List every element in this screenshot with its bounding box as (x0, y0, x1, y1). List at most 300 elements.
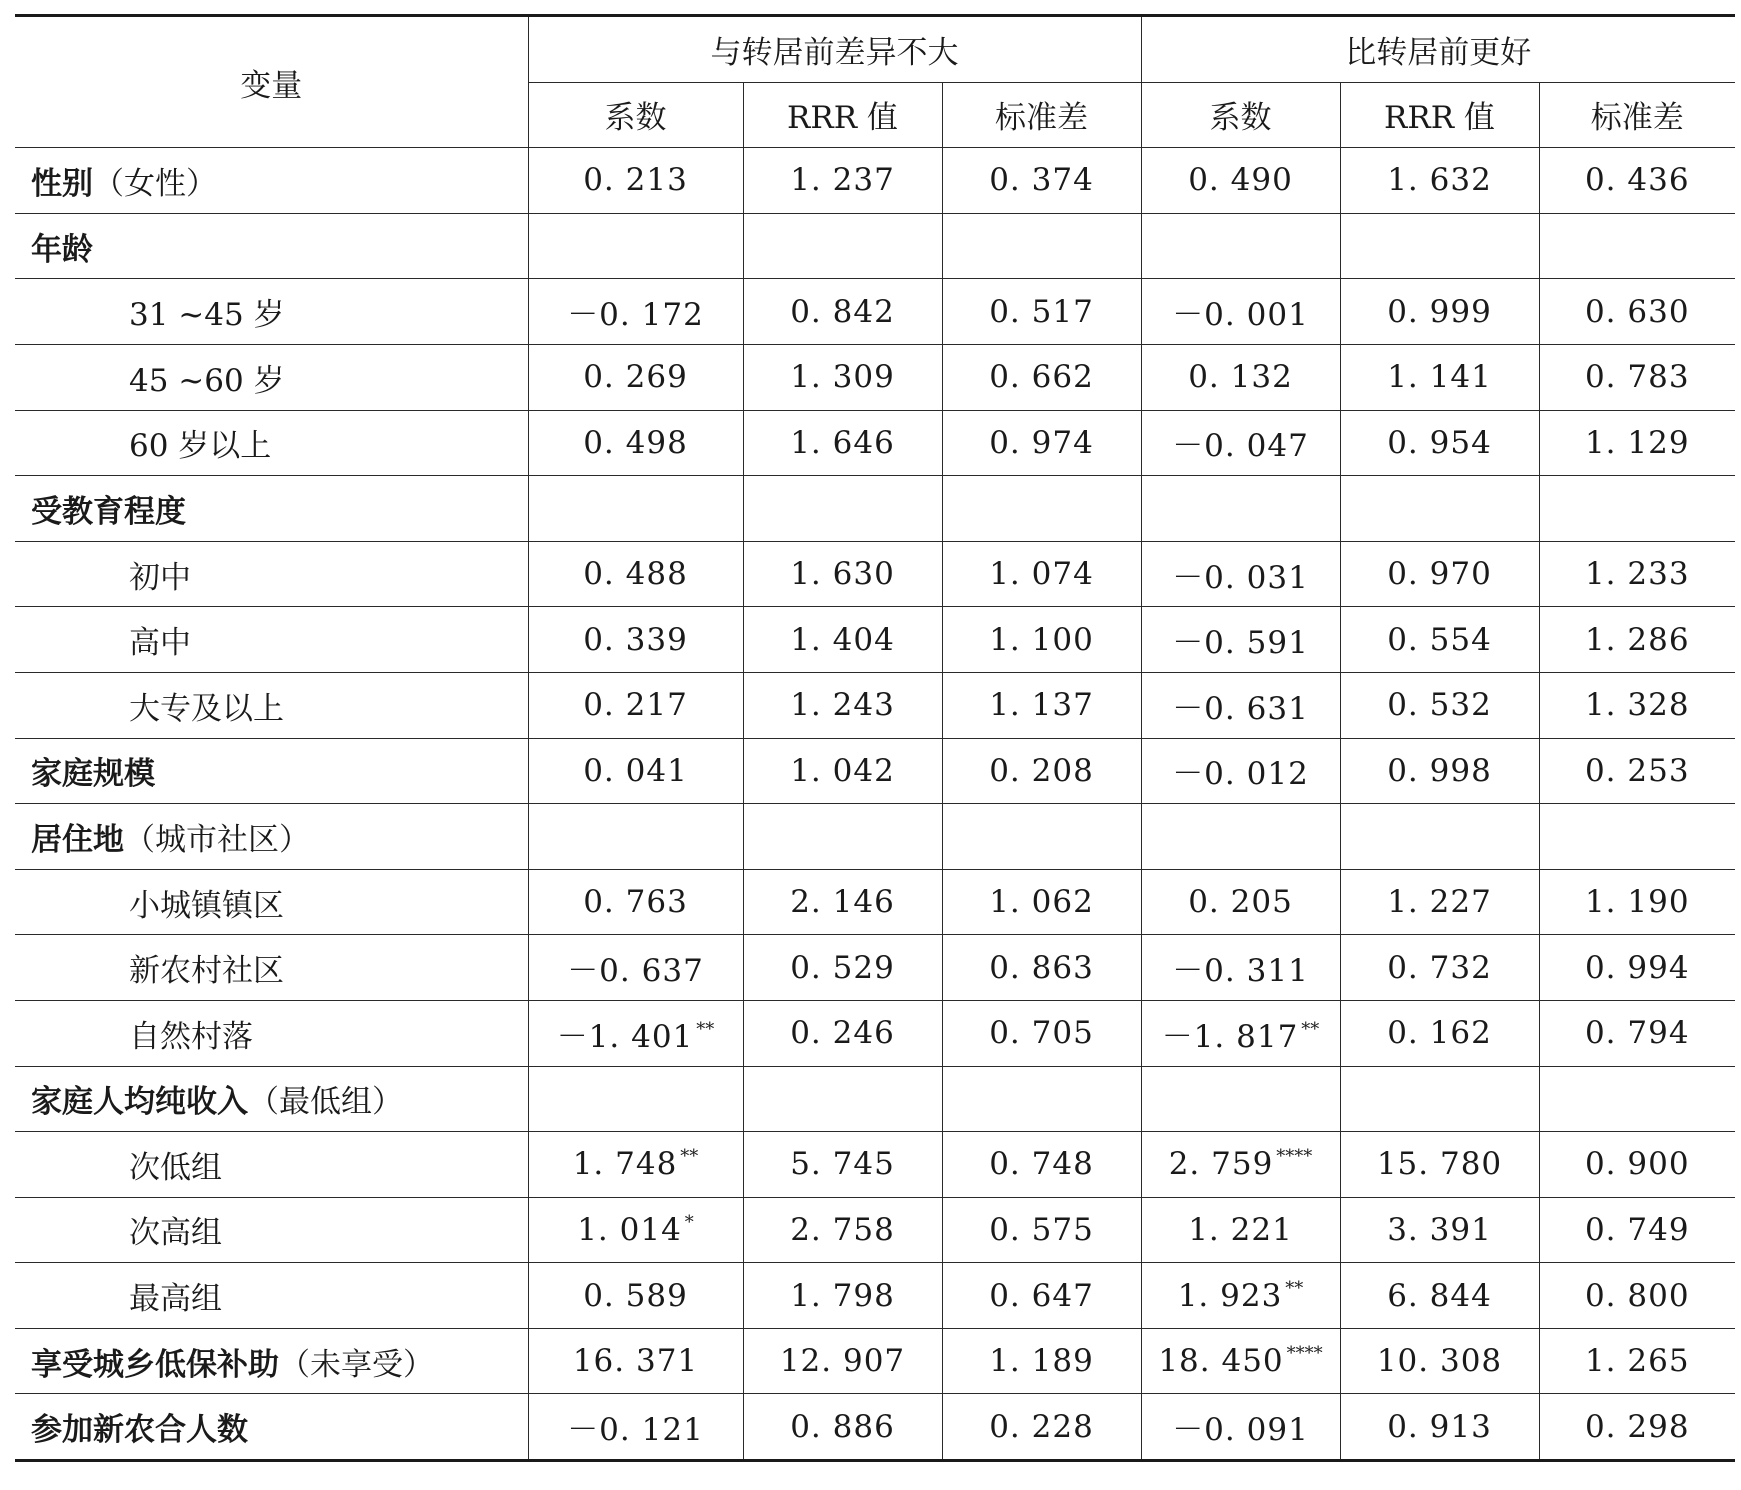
value-cell (743, 1066, 942, 1132)
table-row (15, 672, 1735, 738)
value-cell (1340, 476, 1539, 542)
significance-stars: ** (1301, 1018, 1320, 1040)
value-number: 0. 532 (1387, 687, 1492, 724)
table-row (15, 476, 1735, 542)
value-cell (743, 148, 942, 214)
value-cell (528, 410, 743, 476)
value-number: 0. 253 (1584, 752, 1690, 789)
value-wrapper (1585, 1212, 1690, 1248)
value-wrapper (1188, 1212, 1293, 1248)
value-cell (1539, 804, 1735, 870)
value-wrapper (1585, 687, 1690, 723)
significance-stars: ** (680, 1146, 699, 1168)
table-row (15, 541, 1735, 607)
value-wrapper (1387, 359, 1492, 395)
value-wrapper (1387, 687, 1492, 723)
table-row (15, 804, 1735, 870)
value-cell (743, 607, 942, 673)
value-number: 0. 162 (1387, 1015, 1492, 1052)
header-coef-2: 系数 (1141, 82, 1340, 148)
value-cell (528, 476, 743, 542)
value-cell (1340, 279, 1539, 345)
value-cell (1141, 1132, 1340, 1198)
value-number: 1. 286 (1584, 621, 1690, 658)
value-number: －1. 401 (556, 1018, 694, 1055)
value-cell (528, 672, 743, 738)
value-wrapper (1387, 950, 1492, 986)
variable-name: 初中 (129, 559, 191, 596)
value-number: 1. 265 (1584, 1343, 1690, 1380)
value-cell (1141, 1000, 1340, 1066)
value-cell (942, 607, 1141, 673)
value-number: 18. 450 (1158, 1343, 1284, 1380)
value-wrapper (1585, 1146, 1690, 1182)
value-cell (942, 738, 1141, 804)
significance-stars: **** (1276, 1146, 1313, 1168)
value-cell (528, 279, 743, 345)
value-cell (1340, 804, 1539, 870)
value-cell (942, 1263, 1141, 1329)
value-wrapper (989, 950, 1094, 986)
header-variable: 变量 (15, 16, 528, 148)
value-cell (942, 869, 1141, 935)
table-row (15, 1132, 1735, 1198)
value-wrapper (790, 162, 895, 198)
value-cell (743, 1263, 942, 1329)
value-cell (528, 1197, 743, 1263)
value-number: 1. 074 (989, 556, 1094, 593)
value-wrapper (989, 1146, 1094, 1182)
value-cell (942, 1132, 1141, 1198)
value-cell (1340, 869, 1539, 935)
value-wrapper (1377, 1146, 1502, 1182)
value-number: 2. 759 (1168, 1146, 1274, 1183)
table-row (15, 410, 1735, 476)
value-number: 0. 732 (1387, 949, 1492, 986)
value-cell (1141, 1066, 1340, 1132)
value-number: 0. 974 (989, 424, 1094, 461)
header-group-better: 比转居前更好 (1141, 16, 1735, 83)
regression-table (15, 14, 1735, 1462)
table-row (15, 1394, 1735, 1461)
value-number: 1. 923 (1177, 1277, 1283, 1314)
value-number: 0. 208 (989, 752, 1094, 789)
row-variable-label (15, 1328, 528, 1394)
value-cell (1141, 476, 1340, 542)
header-row-groups (15, 16, 1735, 83)
value-number: 0. 436 (1584, 162, 1690, 199)
value-number: 0. 783 (1584, 359, 1690, 396)
value-wrapper (1377, 1343, 1502, 1379)
value-cell (942, 935, 1141, 1001)
value-wrapper (790, 1409, 895, 1445)
value-cell (1141, 148, 1340, 214)
value-wrapper (989, 753, 1094, 789)
value-wrapper (1585, 425, 1690, 461)
value-wrapper (1387, 294, 1492, 330)
value-wrapper (583, 359, 688, 395)
value-number: 0. 228 (989, 1408, 1094, 1445)
value-number: 1. 748 (572, 1146, 678, 1183)
value-cell (528, 1394, 743, 1461)
table-row (15, 213, 1735, 279)
value-wrapper (989, 359, 1094, 395)
value-cell (528, 148, 743, 214)
value-cell (1141, 213, 1340, 279)
value-cell (942, 541, 1141, 607)
value-number: 1. 190 (1584, 884, 1690, 921)
variable-name: 小城镇镇区 (129, 887, 284, 924)
value-number: 1. 137 (989, 687, 1094, 724)
value-cell (1340, 1263, 1539, 1329)
value-wrapper (583, 1278, 688, 1314)
value-cell (942, 1394, 1141, 1461)
value-wrapper (573, 1343, 698, 1379)
value-cell (743, 738, 942, 804)
value-cell (743, 1328, 942, 1394)
row-variable-label (15, 541, 528, 607)
header-coef-1: 系数 (528, 82, 743, 148)
value-number: 2. 758 (790, 1211, 895, 1248)
value-wrapper (1585, 884, 1690, 920)
value-wrapper (790, 687, 895, 723)
variable-reference-group: （女性） (93, 165, 217, 202)
header-se-2: 标准差 (1539, 82, 1735, 148)
value-number: 0. 339 (583, 621, 688, 658)
value-number: 0. 842 (790, 293, 895, 330)
value-wrapper (780, 1343, 905, 1379)
value-number: －0. 121 (567, 1412, 704, 1449)
value-cell (1539, 476, 1735, 542)
variable-name: 年龄 (31, 231, 93, 268)
value-cell (528, 869, 743, 935)
value-wrapper (1172, 1404, 1309, 1449)
value-wrapper (790, 753, 895, 789)
table-row (15, 148, 1735, 214)
value-cell (528, 1328, 743, 1394)
value-number: 0. 748 (989, 1146, 1094, 1183)
value-number: 0. 863 (989, 949, 1094, 986)
value-wrapper (1585, 294, 1690, 330)
value-wrapper (1158, 1343, 1322, 1379)
value-number: 1. 237 (790, 162, 895, 199)
value-number: 0. 954 (1387, 424, 1492, 461)
value-wrapper (1387, 556, 1492, 592)
table-row (15, 869, 1735, 935)
value-number: －0. 311 (1172, 953, 1309, 990)
variable-reference-group: （城市社区） (124, 821, 310, 858)
value-cell (942, 213, 1141, 279)
value-cell (1141, 1197, 1340, 1263)
value-wrapper (1387, 622, 1492, 658)
value-cell (1340, 1066, 1539, 1132)
value-cell (1340, 1197, 1539, 1263)
value-number: 0. 217 (583, 687, 688, 724)
row-variable-label (15, 476, 528, 542)
regression-table-container (15, 14, 1735, 1462)
value-wrapper (989, 1015, 1094, 1051)
value-wrapper (1585, 753, 1690, 789)
value-wrapper (1172, 289, 1309, 334)
value-cell (942, 476, 1141, 542)
value-cell (528, 935, 743, 1001)
value-number: 1. 243 (790, 687, 895, 724)
value-wrapper (989, 1278, 1094, 1314)
value-wrapper (1585, 1278, 1690, 1314)
value-cell (942, 1066, 1141, 1132)
value-wrapper (1585, 1409, 1690, 1445)
variable-name: 参加新农合人数 (31, 1412, 248, 1449)
value-cell (1141, 804, 1340, 870)
value-number: －0. 047 (1172, 428, 1309, 465)
value-number: 0. 269 (583, 359, 688, 396)
row-variable-label (15, 607, 528, 673)
value-cell (528, 607, 743, 673)
value-number: 1. 227 (1387, 884, 1492, 921)
value-wrapper (790, 1146, 895, 1182)
value-number: －0. 591 (1172, 625, 1309, 662)
variable-name: 性别 (31, 165, 93, 202)
value-wrapper (1172, 683, 1309, 728)
value-wrapper (1188, 359, 1293, 395)
value-cell (942, 279, 1141, 345)
value-cell (942, 1328, 1141, 1394)
value-cell (942, 148, 1141, 214)
value-cell (1539, 1328, 1735, 1394)
value-cell (528, 213, 743, 279)
row-variable-label (15, 738, 528, 804)
header-rrr-2: RRR 值 (1340, 82, 1539, 148)
value-number: 1. 630 (790, 556, 895, 593)
value-number: 1. 404 (790, 621, 895, 658)
value-number: 0. 749 (1584, 1211, 1690, 1248)
value-wrapper (1387, 1409, 1492, 1445)
value-cell (743, 344, 942, 410)
value-cell (1539, 1197, 1735, 1263)
value-number: 2. 146 (790, 884, 895, 921)
value-number: 5. 745 (790, 1146, 895, 1183)
row-variable-label (15, 1132, 528, 1198)
value-wrapper (583, 622, 688, 658)
row-variable-label (15, 672, 528, 738)
value-wrapper (790, 950, 895, 986)
value-cell (1539, 148, 1735, 214)
value-cell (1539, 607, 1735, 673)
value-wrapper (989, 1343, 1094, 1379)
value-cell (942, 1197, 1141, 1263)
row-variable-label (15, 213, 528, 279)
value-cell (1340, 1000, 1539, 1066)
value-cell (528, 1263, 743, 1329)
variable-name: 家庭规模 (31, 756, 155, 793)
value-number: 0. 662 (989, 359, 1094, 396)
value-wrapper (567, 1404, 704, 1449)
value-wrapper (1585, 359, 1690, 395)
variable-name: 60 岁以上 (129, 428, 272, 465)
value-cell (1539, 672, 1735, 738)
value-cell (743, 672, 942, 738)
value-wrapper (989, 622, 1094, 658)
value-number: 0. 794 (1584, 1015, 1690, 1052)
value-number: 0. 517 (989, 293, 1094, 330)
value-cell (942, 804, 1141, 870)
value-number: －0. 631 (1172, 690, 1309, 727)
value-number: －0. 031 (1172, 559, 1309, 596)
value-cell (1141, 869, 1340, 935)
value-number: 0. 705 (989, 1015, 1094, 1052)
value-cell (1141, 672, 1340, 738)
value-wrapper (790, 359, 895, 395)
value-cell (1539, 279, 1735, 345)
value-wrapper (790, 556, 895, 592)
value-cell (1539, 869, 1735, 935)
value-cell (1141, 1263, 1340, 1329)
significance-stars: **** (1286, 1343, 1323, 1365)
table-row (15, 738, 1735, 804)
value-number: 0. 970 (1387, 556, 1492, 593)
value-wrapper (573, 1146, 699, 1182)
value-number: 1. 129 (1584, 424, 1690, 461)
value-wrapper (583, 753, 688, 789)
value-cell (743, 1197, 942, 1263)
value-wrapper (1188, 884, 1293, 920)
value-cell (528, 344, 743, 410)
row-variable-label (15, 935, 528, 1001)
value-cell (1340, 935, 1539, 1001)
table-header (15, 16, 1735, 148)
value-cell (743, 869, 942, 935)
value-cell (1340, 738, 1539, 804)
value-cell (1141, 935, 1340, 1001)
variable-name: 受教育程度 (31, 493, 186, 530)
variable-name: 高中 (129, 625, 191, 662)
variable-name: 自然村落 (129, 1018, 253, 1055)
value-cell (528, 1132, 743, 1198)
value-wrapper (583, 162, 688, 198)
value-wrapper (583, 425, 688, 461)
table-row (15, 935, 1735, 1001)
value-number: 15. 780 (1376, 1146, 1503, 1183)
value-number: －0. 091 (1172, 1412, 1309, 1449)
value-cell (1539, 213, 1735, 279)
value-cell (743, 935, 942, 1001)
value-cell (1141, 1328, 1340, 1394)
value-number: 0. 298 (1584, 1408, 1690, 1445)
value-wrapper (1172, 617, 1309, 662)
value-wrapper (989, 425, 1094, 461)
value-number: 0. 554 (1387, 621, 1492, 658)
value-cell (743, 410, 942, 476)
value-cell (1340, 148, 1539, 214)
value-wrapper (989, 1212, 1094, 1248)
value-wrapper (989, 556, 1094, 592)
significance-stars: ** (696, 1018, 715, 1040)
header-se-1: 标准差 (942, 82, 1141, 148)
variable-name: 新农村社区 (129, 953, 284, 990)
row-variable-label (15, 1263, 528, 1329)
value-number: 12. 907 (779, 1343, 906, 1380)
value-number: 1. 646 (790, 424, 895, 461)
value-cell (1539, 1132, 1735, 1198)
value-wrapper (567, 289, 704, 334)
row-variable-label (15, 1000, 528, 1066)
value-cell (1539, 1263, 1735, 1329)
variable-name: 次高组 (129, 1215, 222, 1252)
value-wrapper (583, 556, 688, 592)
value-number: 0. 488 (583, 556, 688, 593)
value-cell (1539, 1000, 1735, 1066)
value-wrapper (583, 687, 688, 723)
value-cell (743, 804, 942, 870)
value-cell (1340, 541, 1539, 607)
table-row (15, 1328, 1735, 1394)
row-variable-label (15, 1066, 528, 1132)
value-wrapper (1172, 420, 1309, 465)
value-cell (1340, 1132, 1539, 1198)
significance-stars: * (684, 1211, 694, 1233)
value-number: 0. 213 (583, 162, 688, 199)
value-cell (1539, 1066, 1735, 1132)
table-row (15, 607, 1735, 673)
row-variable-label (15, 1197, 528, 1263)
value-cell (942, 672, 1141, 738)
row-variable-label (15, 344, 528, 410)
table-row (15, 1197, 1735, 1263)
value-cell (1141, 541, 1340, 607)
value-cell (1141, 607, 1340, 673)
value-wrapper (1162, 1011, 1320, 1056)
value-wrapper (1387, 1212, 1492, 1248)
value-number: 0. 374 (989, 162, 1094, 199)
value-wrapper (790, 1212, 895, 1248)
value-number: 0. 800 (1584, 1277, 1690, 1314)
value-wrapper (577, 1212, 694, 1248)
value-wrapper (1172, 945, 1309, 990)
value-number: 6. 844 (1387, 1277, 1492, 1314)
value-number: －0. 637 (567, 953, 704, 990)
table-row (15, 279, 1735, 345)
value-number: 0. 647 (989, 1277, 1094, 1314)
value-number: 1. 309 (790, 359, 895, 396)
value-wrapper (790, 294, 895, 330)
value-cell (1539, 1394, 1735, 1461)
variable-name: 31 ~45 岁 (129, 297, 285, 334)
value-cell (942, 1000, 1141, 1066)
value-number: 1. 233 (1584, 556, 1690, 593)
value-cell (1141, 1394, 1340, 1461)
value-cell (942, 344, 1141, 410)
value-cell (1340, 672, 1539, 738)
value-wrapper (790, 622, 895, 658)
header-rrr-1: RRR 值 (743, 82, 942, 148)
value-wrapper (989, 1409, 1094, 1445)
value-wrapper (790, 884, 895, 920)
value-number: 0. 041 (583, 752, 688, 789)
value-cell (942, 410, 1141, 476)
value-cell (1141, 410, 1340, 476)
row-variable-label (15, 279, 528, 345)
value-wrapper (1387, 884, 1492, 920)
value-number: 1. 221 (1188, 1211, 1293, 1248)
value-cell (528, 738, 743, 804)
value-cell (743, 279, 942, 345)
value-cell (743, 1394, 942, 1461)
value-number: 3. 391 (1387, 1211, 1492, 1248)
value-number: 0. 205 (1188, 884, 1293, 921)
value-number: －0. 001 (1172, 297, 1309, 334)
value-number: 1. 798 (790, 1277, 895, 1314)
value-number: 0. 900 (1584, 1146, 1690, 1183)
